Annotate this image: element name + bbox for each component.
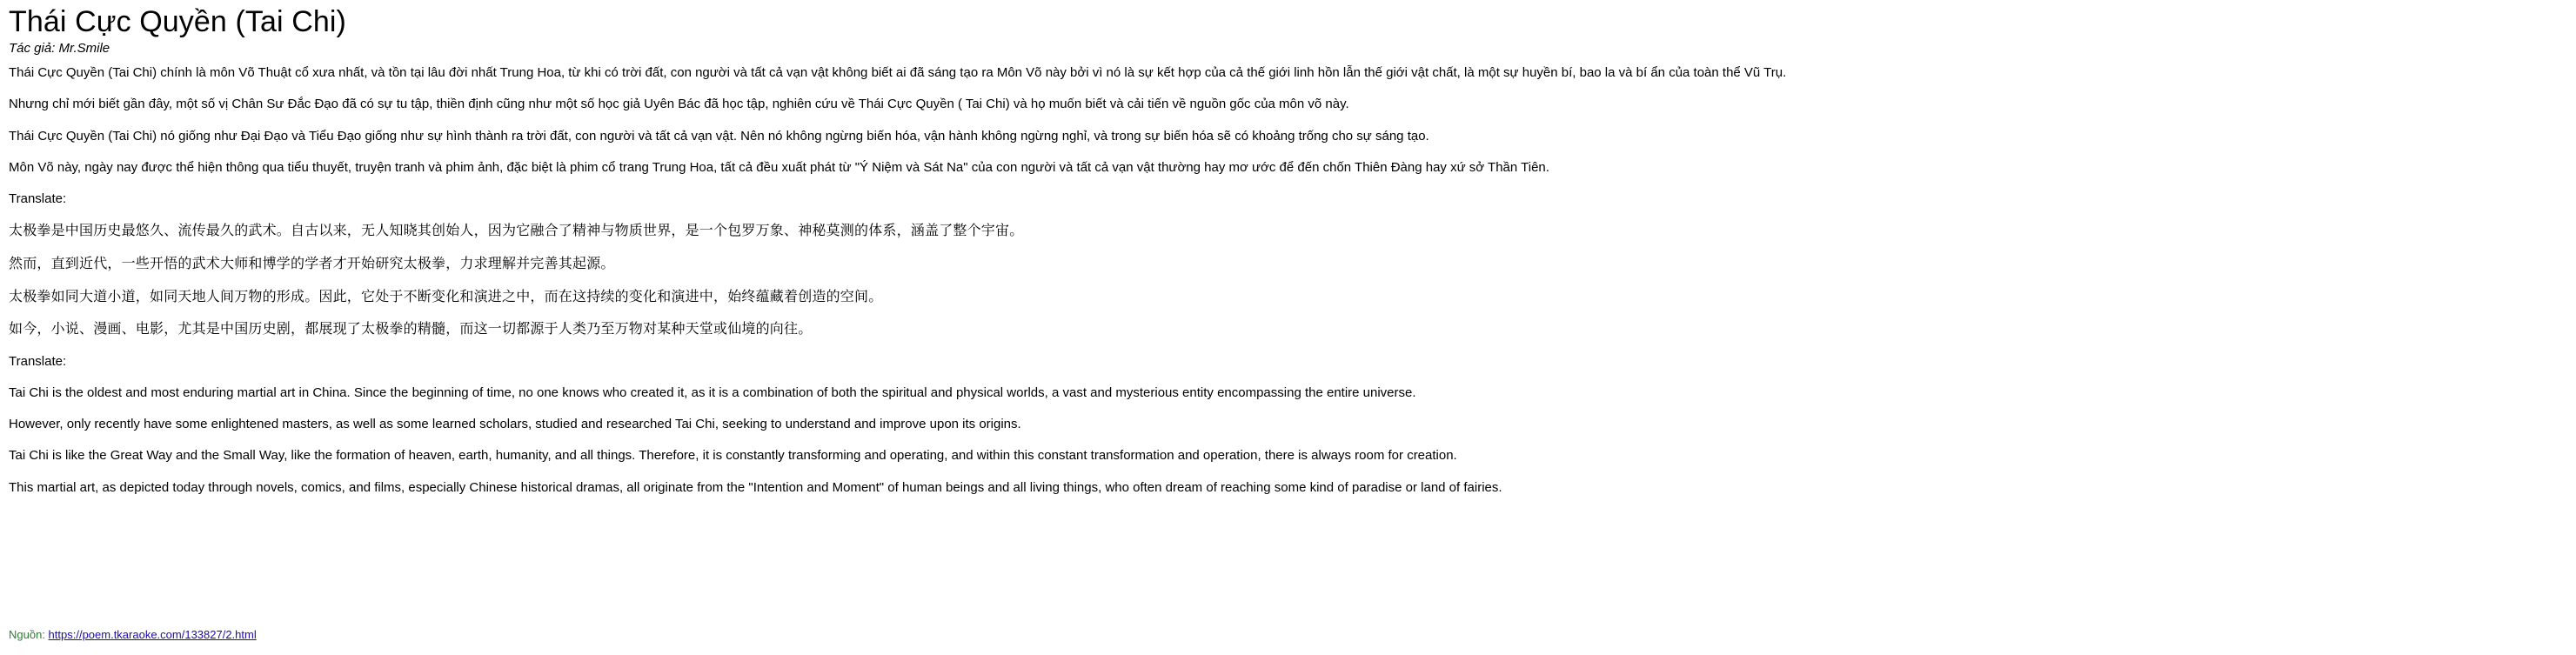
- translate-label-english: Translate:: [9, 353, 67, 369]
- vietnamese-paragraph-1: Thái Cực Quyền (Tai Chi) chính là môn Võ Thuật cổ xưa nhất, và tồn tại lâu đời nhất Trung Hoa, từ khi có trời đất, con người và tất cả vạn vật không biết ai đã sáng tạo ra Môn Võ này bởi vì nó là sự kết hợp của cả thế giới linh hồn lẫn thế giới vật chất, là một sự huyền bí, bao la và bí ẩn của toàn thể Vũ Trụ.: [9, 65, 1787, 81]
- source-link[interactable]: https://poem.tkaraoke.com/133827/2.html: [48, 628, 257, 641]
- chinese-paragraph-3: 太极拳如同大道小道，如同天地人间万物的形成。因此，它处于不断变化和演进之中，而在这持续的变化和演进中，始终蕴藏着创造的空间。: [9, 289, 883, 304]
- english-paragraph-4: This martial art, as depicted today through novels, comics, and films, especially Chinese historical dramas, all originate from the "Intention and Moment" of human beings and all living things, who often dream of reaching some kind of paradise or land of fairies.: [9, 479, 1502, 495]
- english-paragraph-1: Tai Chi is the oldest and most enduring martial art in China. Since the beginning of time, no one knows who created it, as it is a combination of both the spiritual and physical worlds, a vast and mysterious entity encompassing the entire universe.: [9, 384, 1416, 400]
- chinese-paragraph-1: 太极拳是中国历史最悠久、流传最久的武术。自古以来，无人知晓其创始人，因为它融合了精神与物质世界，是一个包罗万象、神秘莫测的体系，涵盖了整个宇宙。: [9, 224, 1024, 239]
- english-paragraph-2: However, only recently have some enlightened masters, as well as some learned scholars, studied and researched Tai Chi, seeking to understand and improve upon its origins.: [9, 417, 1021, 432]
- source-line: [9, 628, 257, 641]
- source-label: Nguồn:: [9, 628, 49, 641]
- english-paragraph-3: Tai Chi is like the Great Way and the Small Way, like the formation of heaven, earth, humanity, and all things. Therefore, it is constantly transforming and operating, and within this constant transformation and operation, there is always room for creation.: [9, 448, 1457, 464]
- chinese-paragraph-4: 如今，小说、漫画、电影，尤其是中国历史剧，都展现了太极拳的精髓，而这一切都源于人类乃至万物对某种天堂或仙境的向往。: [9, 322, 813, 338]
- page-title: Thái Cực Quyền (Tai Chi): [9, 5, 346, 38]
- vietnamese-paragraph-3: Thái Cực Quyền (Tai Chi) nó giống như Đại Đạo và Tiểu Đạo giống như sự hình thành ra trời đất, con người và tất cả vạn vật. Nên nó không ngừng biến hóa, vận hành không ngừng nghỉ, và trong sự biến hóa sẽ có khoảng trống cho sự sáng tạo.: [9, 128, 1429, 144]
- author-line: Tác giả: Mr.Smile: [9, 41, 110, 57]
- chinese-paragraph-2: 然而，直到近代，一些开悟的武术大师和博学的学者才开始研究太极拳，力求理解并完善其起源。: [9, 256, 615, 271]
- vietnamese-paragraph-2: Nhưng chỉ mới biết gần đây, một số vị Chân Sư Đắc Đạo đã có sự tu tập, thiền định cũng như một số học giả Uyên Bác đã học tập, nghiên cứu về Thái Cực Quyền ( Tai Chi) và họ muốn biết và cải tiến về nguồn gốc của môn võ này.: [9, 97, 1349, 112]
- vietnamese-paragraph-4: Môn Võ này, ngày nay được thể hiện thông qua tiểu thuyết, truyện tranh và phim ảnh, đặc biệt là phim cổ trang Trung Hoa, tất cả đều xuất phát từ "Ý Niệm và Sát Na" của con người và tất cả vạn vật thường hay mơ ước để đến chốn Thiên Đàng hay xứ sở Thần Tiên.: [9, 159, 1549, 175]
- translate-label-chinese: Translate:: [9, 191, 67, 207]
